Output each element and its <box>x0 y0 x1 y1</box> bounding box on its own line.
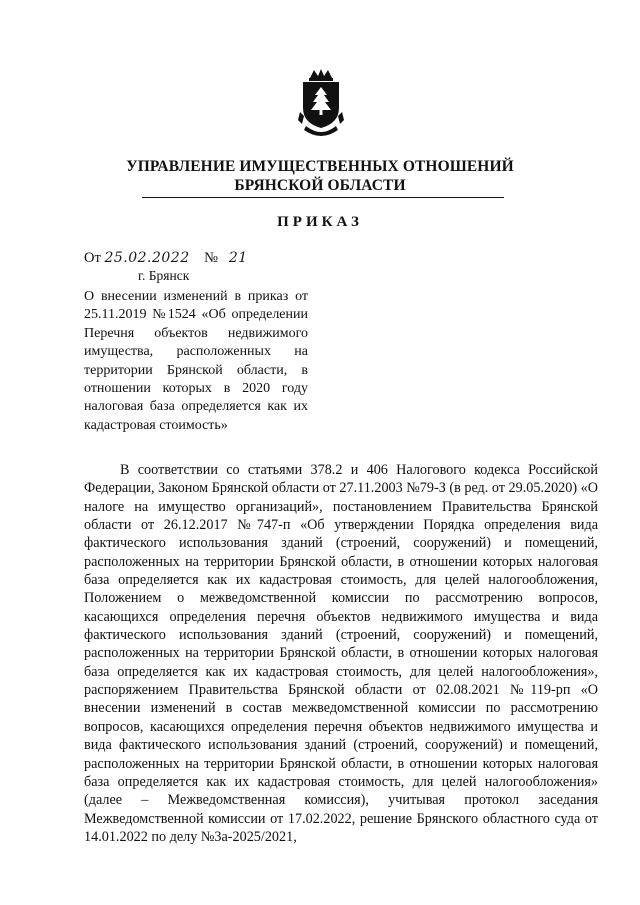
date-number-line <box>84 250 248 267</box>
handwritten-number: 21 <box>228 250 248 266</box>
handwritten-date: 25.02.2022 <box>104 250 190 266</box>
org-name-line2: БРЯНСКОЙ ОБЛАСТИ <box>234 177 406 194</box>
body-paragraph: В соответствии со статьями 378.2 и 406 Налогового кодекса Российской Федерации, Законом Брянской области от 27.11.2003 №79-З (в ред. от 29.05.2020) «О налоге на имущество организаций», постановлением Правительства Брянской области от 26.12.2017 №747-п «Об утверждении Порядка определения вида фактического использования зданий (строений, сооружений) и помещений, расположенных на территории Брянской области, в отношении которых налоговая база определяется как их кадастровая стоимость, для целей налогообложения, Положением о межведомственной комиссии по рассмотрению вопросов, касающихся определения перечня объектов недвижимого имущества и вида фактического использования зданий (строений, сооружений) и помещений, расположенных на территории Брянской области, в отношении которых налоговая база определяется как их кадастровая стоимость, для целей налогообложения», распоряжением Правительства Брянской области от 02.08.2021 №119-рп «О внесении изменений в состав межведомственной комиссии по рассмотрению вопросов, касающихся определения перечня объектов недвижимого имущества и вида фактического использования зданий (строений, сооружений) и помещений, расположенных на территории Брянской области, в отношении которых налоговая база определяется как их кадастровая стоимость, для целей налогообложения» (далее – Межведомственная комиссия), учитывая протокол заседания Межведомственной комиссии от 17.02.2022, решение Брянского областного суда от 14.01.2022 по делу №3а-2025/2021, <box>84 462 598 845</box>
document-type-title: ПРИКАЗ <box>277 214 363 230</box>
coat-of-arms-icon <box>296 68 346 140</box>
city-label: г. Брянск <box>138 268 190 283</box>
org-name-line1: УПРАВЛЕНИЕ ИМУЩЕСТВЕННЫХ ОТНОШЕНИЙ <box>126 158 514 175</box>
date-prefix: От <box>84 250 101 266</box>
header-divider <box>142 197 504 198</box>
number-prefix: № <box>204 250 218 266</box>
organization-header <box>100 157 540 195</box>
order-subject: О внесении изменений в приказ от 25.11.2019 №1524 «Об определении Перечня объектов недвижимого имущества, расположенных на территории Брянской области, в отношении которых в 2020 году налоговая база определяется как их кадастровая стоимость» <box>84 289 308 433</box>
